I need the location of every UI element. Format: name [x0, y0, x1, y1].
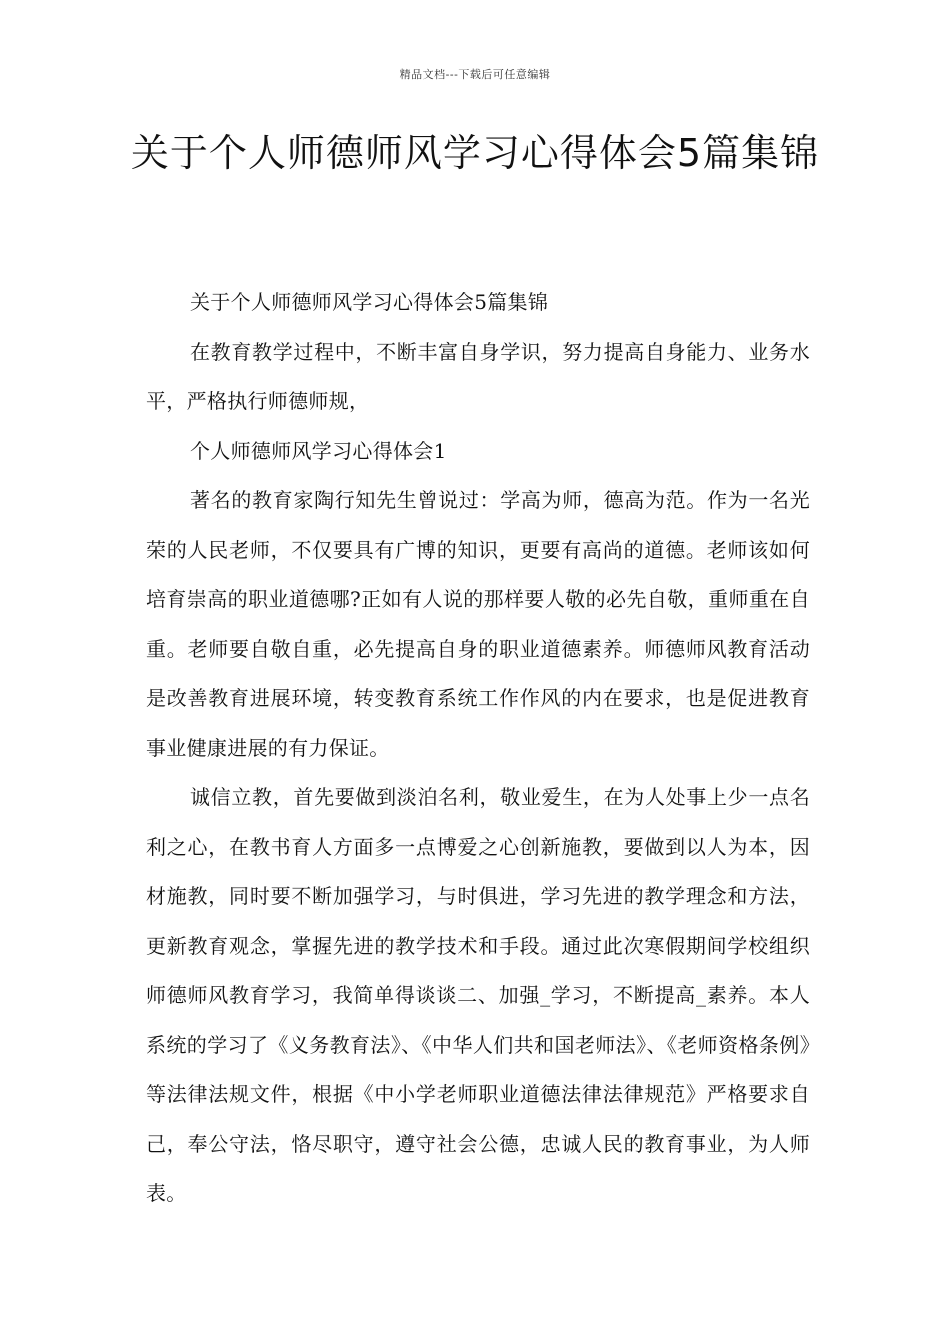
paragraph-body-1: 著名的教育家陶行知先生曾说过：学高为师，德高为范。作为一名光荣的人民老师，不仅要具有广博的知识，更要有高尚的道德。老师该如何培育崇高的职业道德哪?正如有人说的那样要人敬的必先自敬，重师重在自重。老师要自敬自重，必先提高自身的职业道德素养。师德师风教育活动是改善教育进展环境，转变教育系统工作作风的内在要求，也是促进教育事业健康进展的有力保证。: [146, 488, 810, 760]
paragraph-subtitle: 关于个人师德师风学习心得体会5篇集锦: [190, 290, 549, 314]
paragraph-body-2: 诚信立教，首先要做到淡泊名利，敬业爱生，在为人处事上少一点名利之心，在教书育人方面多一点博爱之心创新施教，要做到以人为本，因材施教，同时要不断加强学习，与时俱进，学习先进的教学理念和方法，更新教育观念，掌握先进的教学技术和手段。通过此次寒假期间学校组织师德师风教育学习，我简单得谈谈二、加强_学习，不断提高_素养。本人系统的学习了《义务教育法》、《中华人们共和国老师法》、《老师资格条例》等法律法规文件，根据《中小学老师职业道德法律法律规范》严格要求自己，奉公守法，恪尽职守，遵守社会公德，忠诚人民的教育事业，为人师表。: [146, 785, 810, 1205]
page-header: 精品文档---下载后可任意编辑: [399, 68, 551, 81]
document-title: 关于个人师德师风学习心得体会5篇集锦: [130, 131, 820, 175]
paragraph-intro: 在教育教学过程中，不断丰富自身学识，努力提高自身能力、业务水平，严格执行师德师规，: [146, 339, 810, 413]
document-body: [146, 278, 810, 1219]
paragraph-section-heading: 个人师德师风学习心得体会1: [190, 438, 447, 463]
